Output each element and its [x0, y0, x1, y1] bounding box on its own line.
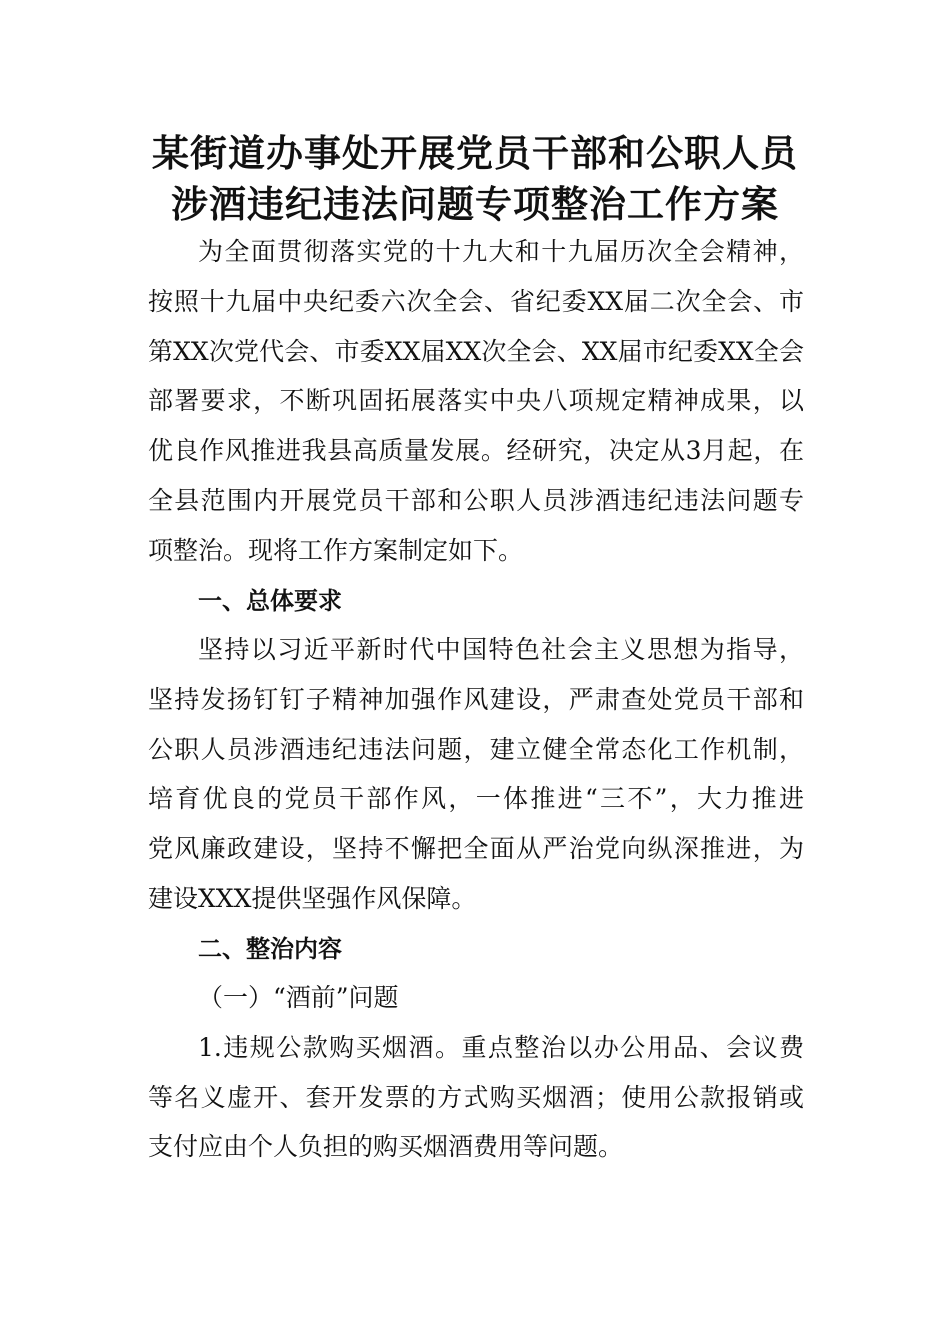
intro-paragraph-line: 全县范围内开展党员干部和公职人员涉酒违纪违法问题专 [148, 486, 804, 515]
section1-paragraph-line: 党风廉政建设，坚持不懈把全面从严治党向纵深推进，为 [148, 834, 804, 863]
document-title-line-2: 涉酒违纪违法问题专项整治工作方案 [171, 183, 779, 226]
item1-paragraph-line: 支付应由个人负担的购买烟酒费用等问题。 [148, 1132, 624, 1161]
intro-paragraph-line: 部署要求，不断巩固拓展落实中央八项规定精神成果，以 [148, 386, 804, 415]
intro-paragraph-line: 为全面贯彻落实党的十九大和十九届历次全会精神， [198, 237, 804, 266]
section1-paragraph-line: 公职人员涉酒违纪违法问题，建立健全常态化工作机制， [148, 735, 804, 764]
item1-paragraph-line: 等名义虚开、套开发票的方式购买烟酒；使用公款报销或 [148, 1083, 804, 1112]
intro-paragraph-line: 优良作风推进我县高质量发展。经研究，决定从3月起，在 [148, 436, 804, 465]
section-heading-general-requirements: 一、总体要求 [198, 587, 342, 615]
section1-paragraph-line: 建设XXX提供坚强作风保障。 [148, 884, 477, 913]
section1-paragraph-line: 坚持发扬钉钉子精神加强作风建设，严肃查处党员干部和 [148, 685, 804, 714]
item1-paragraph-line: 1.违规公款购买烟酒。重点整治以办公用品、会议费 [198, 1033, 804, 1062]
intro-paragraph-line: 项整治。现将工作方案制定如下。 [148, 536, 524, 565]
subsection-heading-before-drinking: （一）“酒前”问题 [198, 983, 399, 1012]
section1-paragraph-line: 培育优良的党员干部作风，一体推进“三不”，大力推进 [148, 784, 804, 813]
intro-paragraph-line: 按照十九届中央纪委六次全会、省纪委XX届二次全会、市 [148, 287, 804, 316]
section1-paragraph-line: 坚持以习近平新时代中国特色社会主义思想为指导， [198, 635, 804, 664]
document-title-line-1: 某街道办事处开展党员干部和公职人员 [152, 132, 798, 175]
intro-paragraph-line: 第XX次党代会、市委XX届XX次全会、XX届市纪委XX全会 [148, 337, 804, 366]
section-heading-rectification-content: 二、整治内容 [198, 935, 342, 963]
